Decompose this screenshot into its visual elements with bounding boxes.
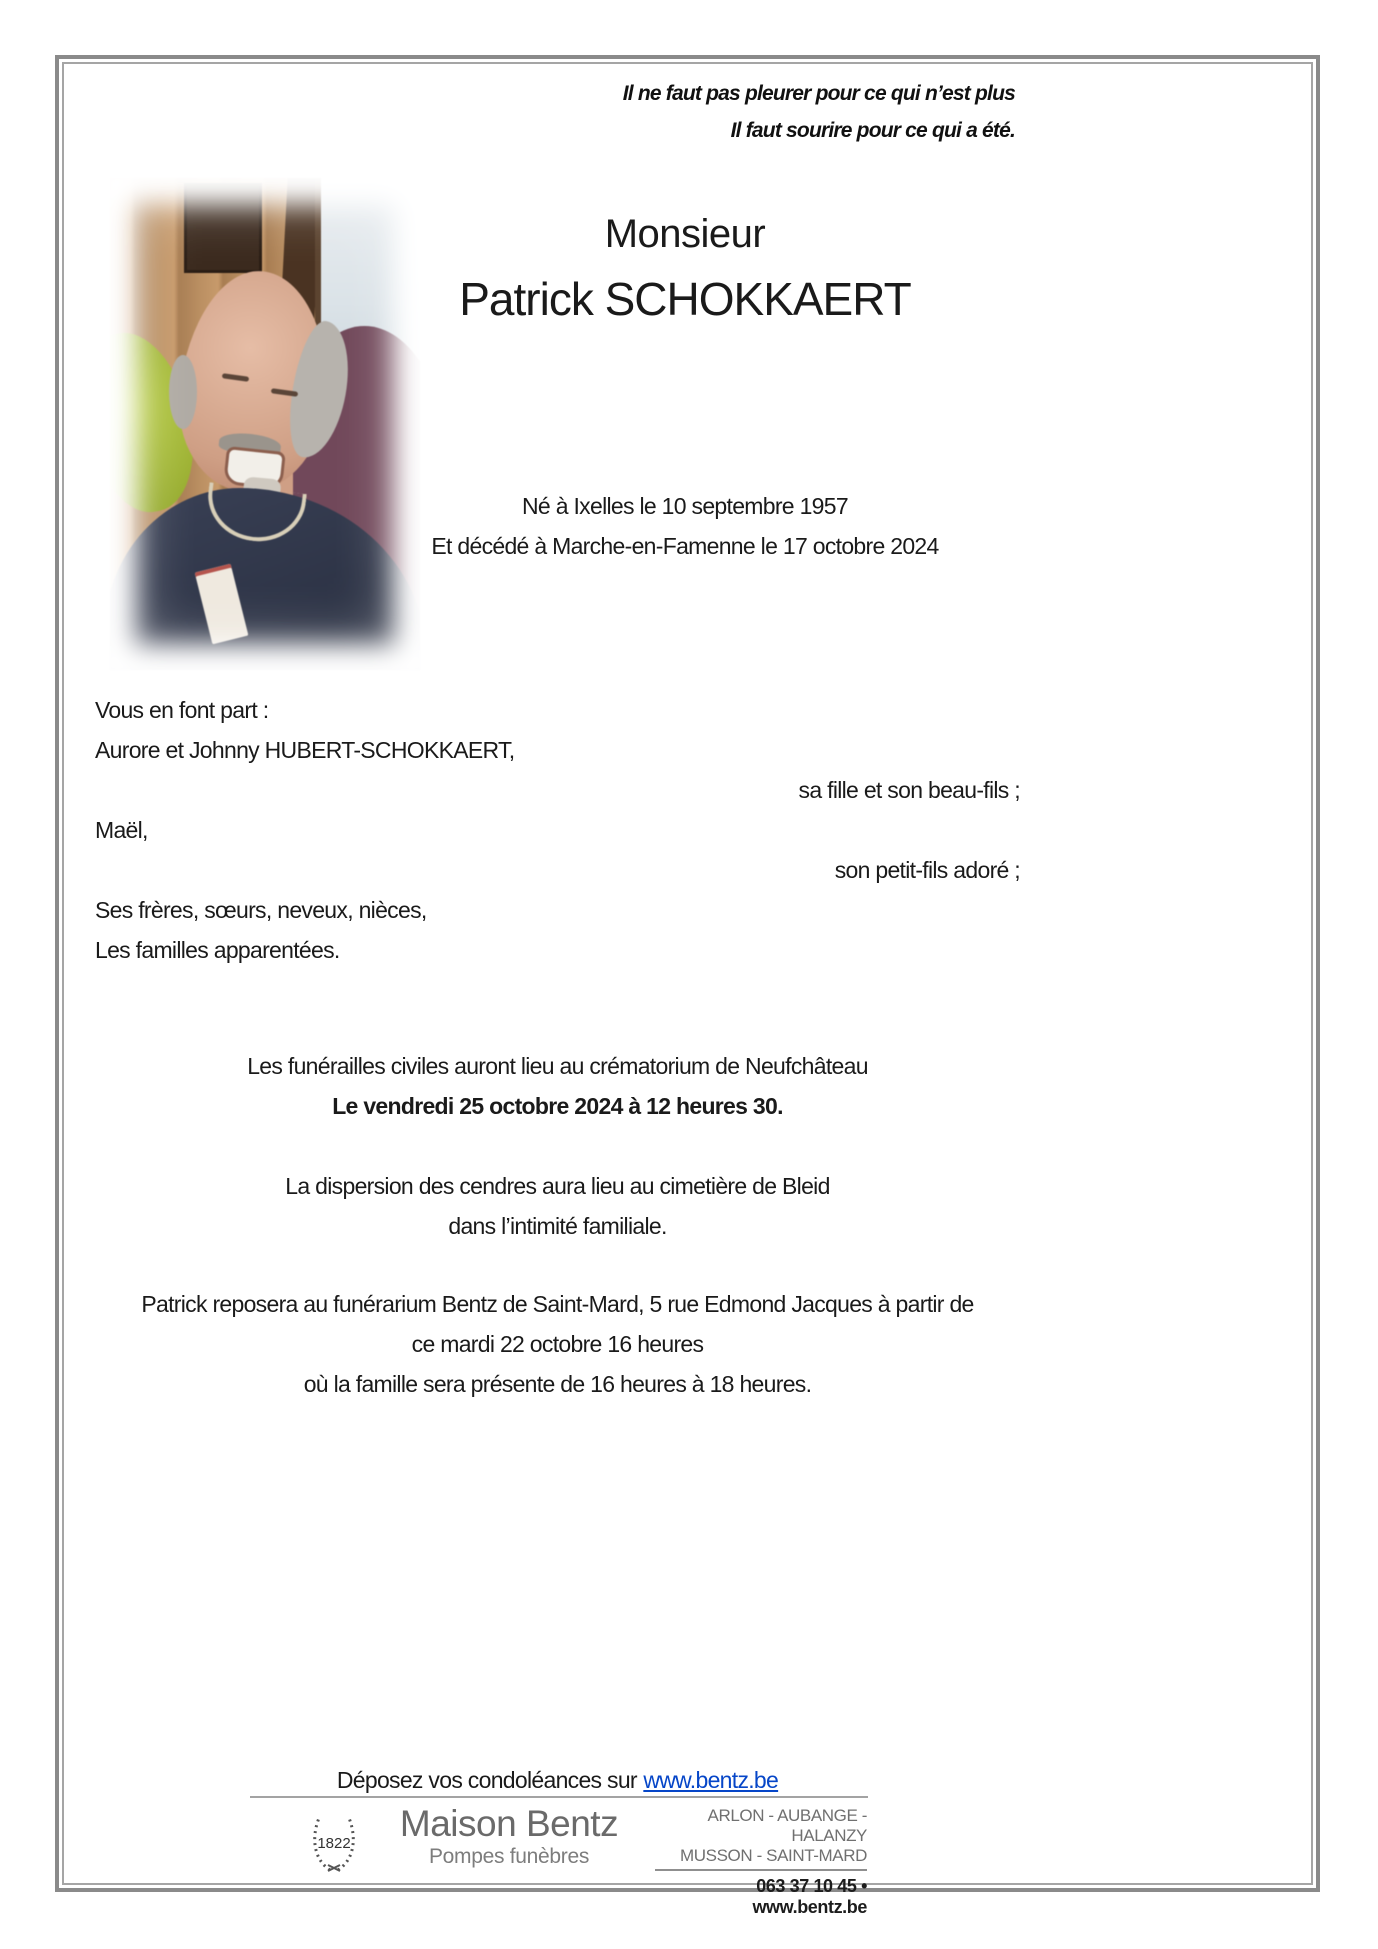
brand-name: Maison Bentz xyxy=(399,1803,619,1844)
family-line: son petit-fils adoré ; xyxy=(834,857,1020,883)
funeral-line-2: Le vendredi 25 octobre 2024 à 12 heures 30. xyxy=(332,1093,783,1119)
condolences-link[interactable]: www.bentz.be xyxy=(643,1767,779,1793)
cities-lines xyxy=(655,1806,867,1871)
family-line: Ses frères, sœurs, neveux, nièces, xyxy=(95,897,427,923)
founded-year: 1822 xyxy=(317,1835,351,1852)
page-title: Monsieur xyxy=(604,212,766,256)
funeral-line-1: Les funérailles civiles auront lieu au crématorium de Neufchâteau xyxy=(247,1053,868,1079)
brand-subtitle: Pompes funèbres xyxy=(428,1845,590,1868)
deceased-name: Patrick SCHOKKAERT xyxy=(459,273,911,325)
dispersion-line-2: dans l’intimité familiale. xyxy=(448,1213,667,1239)
quote-line-1: Il ne faut pas pleurer pour ce qui n’est plus xyxy=(622,82,1015,105)
phone-and-website: 063 37 10 45 • www.bentz.be xyxy=(752,1876,867,1917)
family-line: sa fille et son beau-fils ; xyxy=(798,777,1020,803)
dispersion-line-1: La dispersion des cendres aura lieu au cimetière de Bleid xyxy=(285,1173,830,1199)
repose-line-3: où la famille sera présente de 16 heures à 18 heures. xyxy=(303,1371,812,1397)
family-intro: Vous en font part : xyxy=(95,697,269,723)
footer-logo-block xyxy=(250,1802,868,1917)
family-line: Les familles apparentées. xyxy=(95,937,340,963)
laurel-wreath-icon xyxy=(305,1804,363,1876)
birth-line: Né à Ixelles le 10 septembre 1957 xyxy=(522,493,848,519)
condolences-line xyxy=(95,1760,1020,1800)
cities-column xyxy=(655,1806,867,1918)
cities-line-1: ARLON - AUBANGE - HALANZY xyxy=(707,1806,867,1845)
death-line: Et décédé à Marche-en-Famenne le 17 octobre 2024 xyxy=(431,533,939,559)
repose-line-1: Patrick reposera au funérarium Bentz de Saint-Mard, 5 rue Edmond Jacques à partir de xyxy=(141,1291,974,1317)
condolences-text: Déposez vos condoléances sur xyxy=(336,1767,637,1793)
cities-line-2: MUSSON - SAINT-MARD xyxy=(680,1846,867,1865)
family-line: Maël, xyxy=(95,817,148,843)
quote-line-2: Il faut sourire pour ce qui a été. xyxy=(730,119,1015,142)
family-line: Aurore et Johnny HUBERT-SCHOKKAERT, xyxy=(95,737,515,763)
repose-line-2: ce mardi 22 octobre 16 heures xyxy=(411,1331,704,1357)
footer-separator xyxy=(250,1796,868,1798)
brand-column xyxy=(370,1804,648,1870)
